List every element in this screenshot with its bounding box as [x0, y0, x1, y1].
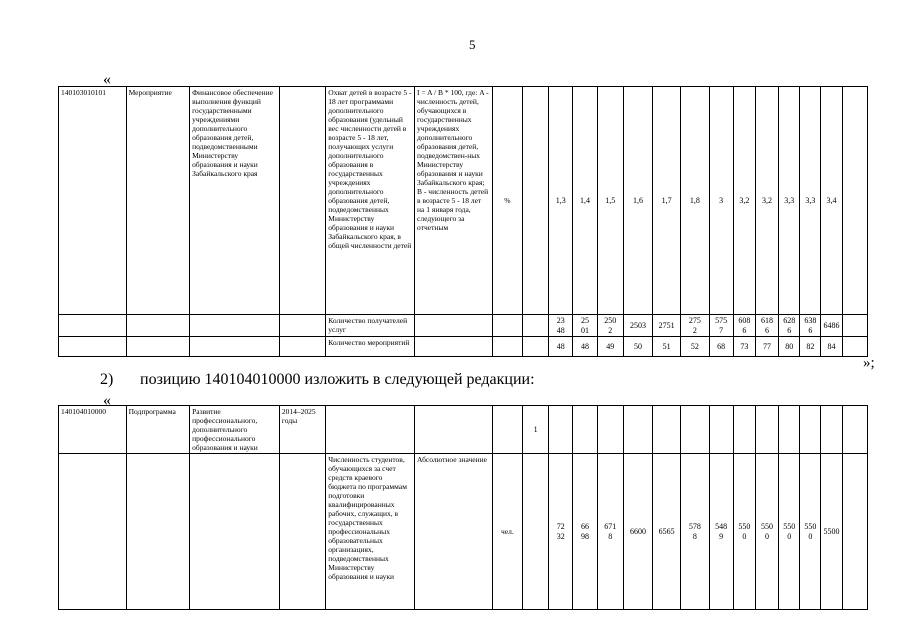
table-row — [59, 337, 868, 357]
value-cell: 84 — [821, 337, 842, 357]
measure-code: 140103010101 — [59, 87, 127, 315]
value-cell: 3,3 — [800, 87, 821, 315]
value-cell: 638 6 — [800, 315, 821, 337]
empty-cell — [279, 87, 325, 315]
value-cell: 548 9 — [709, 454, 733, 610]
value-cell: 51 — [653, 337, 681, 357]
row-marker: 1 — [522, 406, 548, 454]
value-cell: 550 0 — [755, 454, 778, 610]
value-cell: 6486 — [821, 315, 842, 337]
indicator-name: Охват детей в возрасте 5 - 18 лет программами дополнительного образования (удельный вес численности детей в возрасте 5 - 18 лет, получающих услуги дополнительного образования в государственных учреждениях дополнительного образования детей, подведомственных Министерству образования и науки Забайкальского края, в общей численности детей — [326, 87, 415, 315]
heading-number: 2) — [100, 371, 114, 388]
indicator-name: Количество получателей услуг — [326, 315, 415, 337]
value-cell: 3,2 — [733, 87, 755, 315]
page-number: 5 — [469, 37, 476, 52]
value-cell: 671 8 — [597, 454, 623, 610]
value-cell: 250 2 — [597, 315, 623, 337]
table-subprogram-140104010000 — [58, 405, 868, 610]
value-cell: 25 01 — [573, 315, 597, 337]
indicator-unit: % — [492, 87, 522, 315]
value-cell: 618 6 — [755, 315, 778, 337]
value-cell: 80 — [779, 337, 800, 357]
table-measure-140103010101 — [58, 86, 868, 357]
indicator-method: I = A / B * 100, где: A - численность детей, обучающихся в государственных учреждениях дополнительного образования детей, подведомствен-ных Министерству образования и науки Забайкальского края; B - численность детей в возрасте 5 - 18 лет на 1 января года, следующего за отчетным — [415, 87, 493, 315]
subprogram-name: Развитие профессионального, дополнительного профессионального образования и науки — [190, 406, 280, 454]
value-cell: 23 48 — [549, 315, 573, 337]
value-cell: 5500 — [821, 454, 842, 610]
value-cell: 1,3 — [549, 87, 573, 315]
value-cell: 66 98 — [573, 454, 597, 610]
subprogram-code: 140104010000 — [59, 406, 127, 454]
table-row — [59, 454, 868, 610]
value-cell: 1,6 — [623, 87, 652, 315]
value-cell: 608 6 — [733, 315, 755, 337]
table-row — [59, 315, 868, 337]
indicator-name: Численность студентов, обучающихся за счет средств краевого бюджета по программам подготовки квалифицированных рабочих, служащих, в государственных профессиональных образовательных организациях, подведомственных Министерству образования и науки — [326, 454, 415, 610]
value-cell: 1,4 — [573, 87, 597, 315]
value-cell: 48 — [573, 337, 597, 357]
measure-name: Финансовое обеспечение выполнения функций государственными учреждениями дополнительного образования детей, подведомственными Министерству образования и науки Забайкальского края — [190, 87, 280, 315]
empty-cell — [522, 87, 548, 315]
value-cell: 3,3 — [779, 87, 800, 315]
indicator-method: Абсолютное значение — [415, 454, 493, 610]
heading-text: позицию 140104010000 изложить в следующей редакции: — [140, 371, 535, 388]
measure-type: Мероприятие — [126, 87, 190, 315]
value-cell: 2503 — [623, 315, 652, 337]
value-cell: 73 — [733, 337, 755, 357]
table-row — [59, 87, 868, 315]
value-cell: 1,7 — [653, 87, 681, 315]
value-cell: 3 — [709, 87, 733, 315]
indicator-method — [415, 315, 493, 337]
value-cell: 52 — [681, 337, 709, 357]
value-cell: 550 0 — [779, 454, 800, 610]
value-cell: 49 — [597, 337, 623, 357]
value-cell: 628 6 — [779, 315, 800, 337]
value-cell: 275 2 — [681, 315, 709, 337]
value-cell: 3,4 — [821, 87, 842, 315]
value-cell: 77 — [755, 337, 778, 357]
value-cell: 6565 — [653, 454, 681, 610]
opening-quote-2: « — [103, 392, 111, 409]
value-cell: 50 — [623, 337, 652, 357]
indicator-unit: чел. — [492, 454, 522, 610]
value-cell: 82 — [800, 337, 821, 357]
value-cell: 575 7 — [709, 315, 733, 337]
value-cell: 550 0 — [733, 454, 755, 610]
opening-quote-1: « — [103, 71, 111, 88]
indicator-method — [415, 337, 493, 357]
subprogram-type: Подпрограмма — [126, 406, 190, 454]
value-cell: 6600 — [623, 454, 652, 610]
value-cell: 1,5 — [597, 87, 623, 315]
table-row — [59, 406, 868, 454]
empty-cell — [842, 87, 867, 315]
closing-quote: »; — [863, 355, 875, 371]
value-cell: 2751 — [653, 315, 681, 337]
subprogram-years: 2014–2025 годы — [279, 406, 325, 454]
value-cell: 68 — [709, 337, 733, 357]
value-cell: 578 8 — [681, 454, 709, 610]
indicator-name: Количество мероприятий — [326, 337, 415, 357]
value-cell: 3,2 — [755, 87, 778, 315]
value-cell: 48 — [549, 337, 573, 357]
value-cell: 550 0 — [800, 454, 821, 610]
value-cell: 1,8 — [681, 87, 709, 315]
value-cell: 72 32 — [549, 454, 573, 610]
section-heading — [100, 371, 535, 389]
